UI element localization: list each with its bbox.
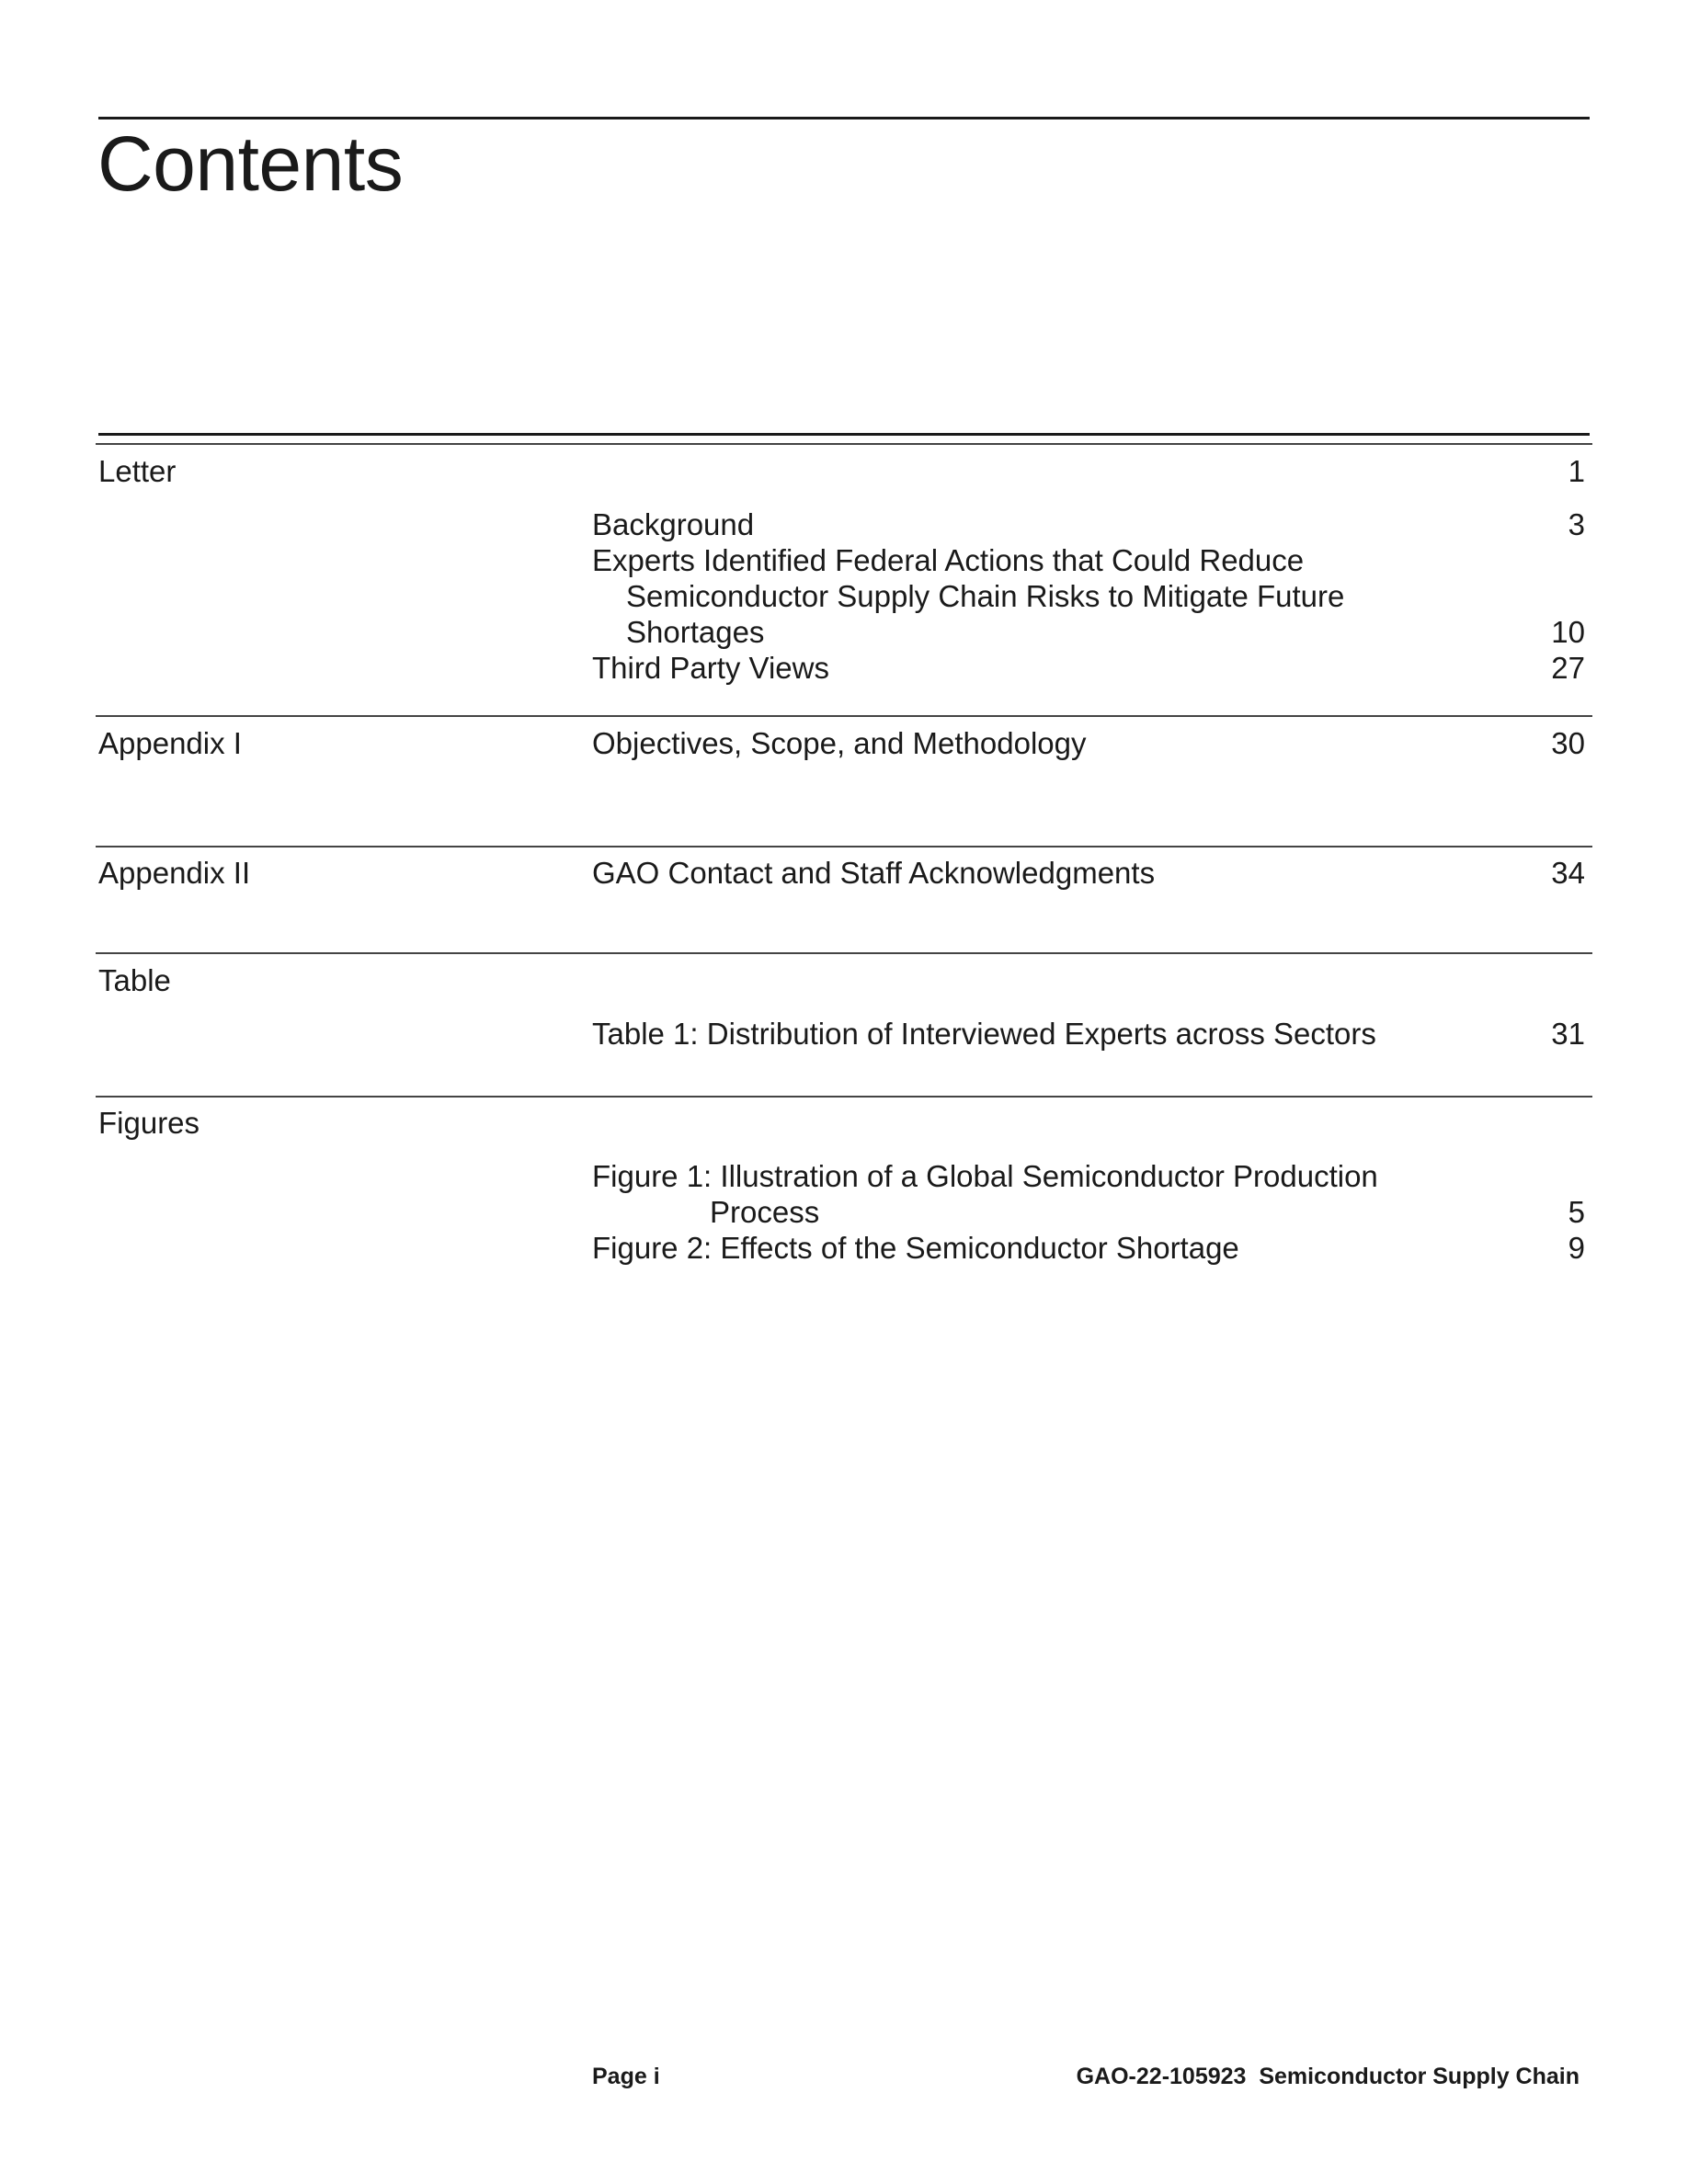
toc-entry-third-party-views[interactable]: Third Party Views xyxy=(592,651,829,685)
toc-page-experts: 10 xyxy=(1551,615,1585,649)
section-label-appendix2: Appendix II xyxy=(98,856,251,890)
section-page-letter: 1 xyxy=(1568,454,1585,488)
section-label-appendix1: Appendix I xyxy=(98,726,242,760)
toc-page-background: 3 xyxy=(1568,507,1585,541)
footer-report-info xyxy=(1077,2063,1580,2090)
toc-page-appendix1: 30 xyxy=(1551,726,1585,760)
toc-entry-figure1-line2[interactable]: Process xyxy=(710,1195,820,1229)
section-label-table: Table xyxy=(98,963,171,997)
toc-page-appendix2: 34 xyxy=(1551,856,1585,890)
toc-entry-appendix1[interactable]: Objectives, Scope, and Methodology xyxy=(592,726,1087,760)
footer-page-number: Page i xyxy=(592,2064,660,2089)
contents-top-rule xyxy=(98,433,1590,436)
footer-report-id: GAO-22-105923 xyxy=(1076,2064,1247,2089)
toc-entry-figure2[interactable]: Figure 2: Effects of the Semiconductor Shortage xyxy=(592,1231,1239,1265)
toc-entry-experts-line2[interactable]: Semiconductor Supply Chain Risks to Mitigate Future xyxy=(626,579,1345,613)
toc-page-third-party-views: 27 xyxy=(1551,651,1585,685)
toc-entry-figure1-line1[interactable]: Figure 1: Illustration of a Global Semiconductor Production xyxy=(592,1159,1378,1193)
toc-entry-table1[interactable]: Table 1: Distribution of Interviewed Experts across Sectors xyxy=(592,1017,1376,1051)
section-label-letter: Letter xyxy=(98,454,177,488)
section-divider-letter xyxy=(96,443,1592,445)
section-divider-appendix1 xyxy=(96,715,1592,717)
section-divider-table xyxy=(96,952,1592,954)
toc-entry-experts-line3[interactable]: Shortages xyxy=(626,615,765,649)
page-title: Contents xyxy=(97,120,404,207)
toc-entry-background[interactable]: Background xyxy=(592,507,755,541)
toc-page-figure2: 9 xyxy=(1568,1231,1585,1265)
section-divider-appendix2 xyxy=(96,846,1592,847)
toc-page-table1: 31 xyxy=(1551,1017,1585,1051)
section-divider-figures xyxy=(96,1096,1592,1098)
toc-entry-appendix2[interactable]: GAO Contact and Staff Acknowledgments xyxy=(592,856,1156,890)
toc-entry-experts-line1[interactable]: Experts Identified Federal Actions that Could Reduce xyxy=(592,543,1305,577)
footer-report-title: Semiconductor Supply Chain xyxy=(1259,2064,1580,2089)
section-label-figures: Figures xyxy=(98,1106,200,1140)
toc-page-figure1: 5 xyxy=(1568,1195,1585,1229)
